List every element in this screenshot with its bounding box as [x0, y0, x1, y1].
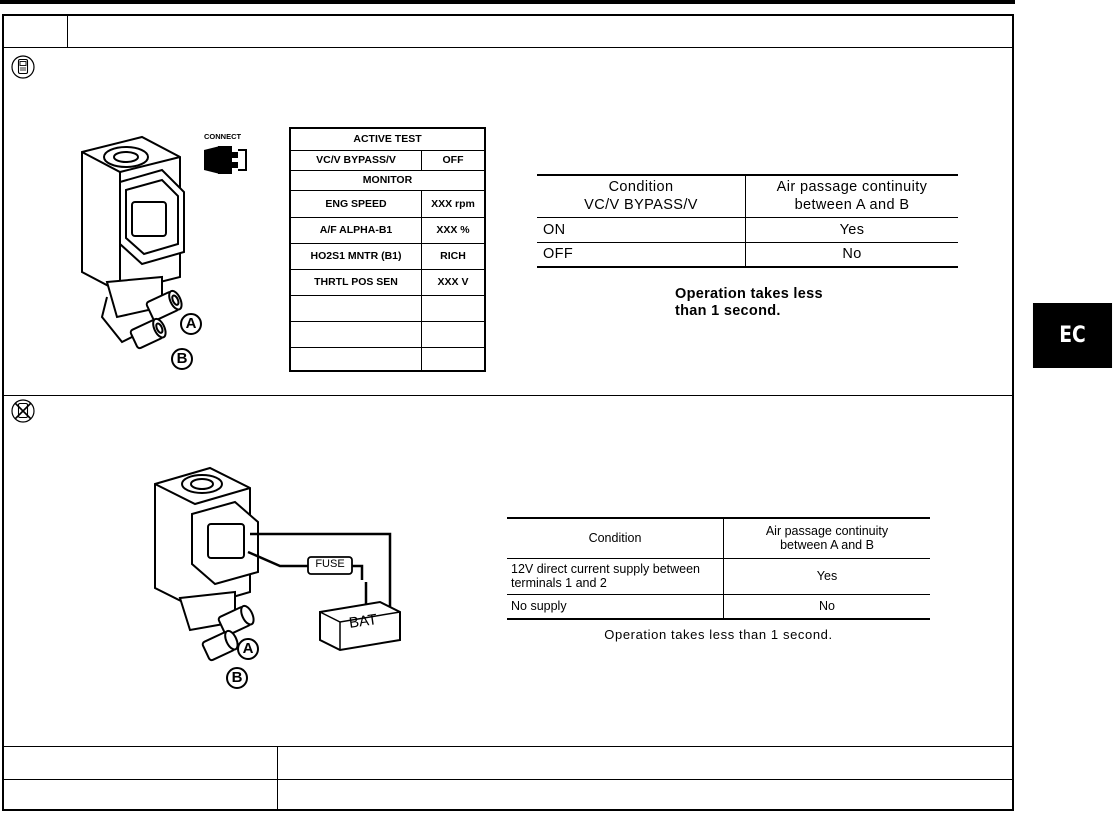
connect-icon	[202, 142, 250, 178]
active-test-item-label: VC/V BYPASS/V	[290, 150, 422, 170]
port-a-label: A	[242, 640, 254, 657]
monitor-empty-cell	[422, 321, 486, 347]
active-test-item-value: OFF	[422, 150, 486, 170]
condition-header: Condition	[507, 518, 724, 558]
condition-cell: ON	[537, 217, 746, 242]
battery-operation-note: Operation takes less than 1 second.	[604, 627, 833, 642]
consult-note-line1: Operation takes less	[675, 286, 823, 302]
section-divider	[4, 395, 1012, 396]
result-cell: No	[842, 246, 862, 263]
monitor-empty-cell	[422, 347, 486, 371]
monitor-row-label: HO2S1 MNTR (B1)	[290, 243, 422, 269]
monitor-empty-cell	[290, 347, 422, 371]
result-header	[724, 518, 931, 558]
condition-cell: No supply	[507, 594, 724, 619]
battery-label: BAT	[347, 611, 379, 632]
consult-condition-table	[537, 174, 958, 268]
result-cell: Yes	[839, 221, 865, 238]
section-tab-ec[interactable]: EC	[1033, 303, 1112, 368]
consult-note-line2: than 1 second.	[675, 303, 781, 319]
result-header-line2: between A and B	[780, 538, 874, 553]
solenoid-valve-illustration	[62, 132, 212, 372]
condition-cell	[507, 558, 724, 594]
monitor-empty-cell	[422, 295, 486, 321]
bottom-cell-divider	[277, 746, 278, 809]
header-row-divider	[4, 47, 1012, 48]
connect-label: CONNECT	[204, 132, 242, 141]
condition-cell: OFF	[537, 242, 746, 267]
result-header-line2: between A and B	[794, 197, 910, 214]
monitor-row-label: A/F ALPHA-B1	[290, 217, 422, 243]
monitor-empty-cell	[290, 321, 422, 347]
condition-header-line1: Condition	[608, 179, 674, 196]
monitor-row-label: THRTL POS SEN	[290, 269, 422, 295]
fuse-label: FUSE	[315, 558, 345, 570]
port-b-label: B	[231, 669, 243, 686]
port-b-label: B	[176, 350, 188, 367]
active-test-title: ACTIVE TEST	[290, 128, 485, 150]
result-header-line1: Air passage continuity	[776, 179, 928, 196]
battery-test-diagram	[140, 462, 410, 687]
condition-header	[537, 175, 746, 217]
header-cell-divider	[67, 16, 68, 47]
monitor-row-value: RICH	[422, 243, 486, 269]
bottom-row-divider-1	[4, 746, 1012, 747]
result-cell: No	[819, 599, 835, 614]
active-test-table	[289, 127, 486, 372]
monitor-row-value: XXX rpm	[422, 190, 486, 217]
battery-condition-table	[507, 517, 930, 620]
monitor-row-value: XXX %	[422, 217, 486, 243]
condition-line2: terminals 1 and 2	[511, 576, 607, 590]
result-cell: Yes	[816, 569, 838, 583]
consult-icon	[10, 54, 36, 80]
condition-line1: 12V direct current supply between	[511, 562, 700, 576]
bottom-row-divider-2	[4, 779, 1012, 780]
top-rule	[0, 0, 1015, 4]
monitor-title: MONITOR	[290, 170, 485, 190]
monitor-row-label: ENG SPEED	[290, 190, 422, 217]
consult-operation-note	[675, 286, 823, 320]
result-header	[746, 175, 959, 217]
monitor-row-value: XXX V	[422, 269, 486, 295]
monitor-empty-cell	[290, 295, 422, 321]
condition-header-line2: VC/V BYPASS/V	[584, 197, 698, 214]
result-header-line1: Air passage continuity	[765, 524, 889, 539]
without-consult-icon	[10, 398, 36, 424]
port-a-label: A	[185, 315, 197, 332]
